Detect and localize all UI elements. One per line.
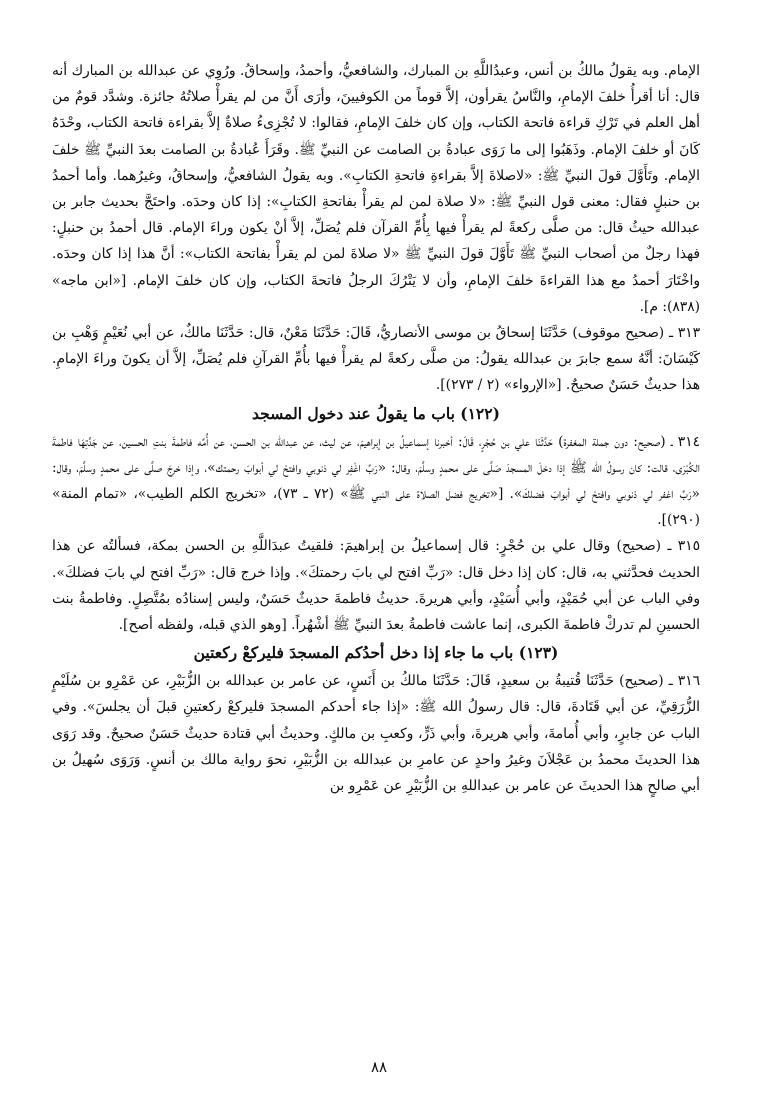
hadith-314: ٣١٤ ـ (صحيح: دون جملة المغفرة) حَدَّثَنَا علي بن حُجْرٍ، قَالَ: أخبرنا إسماعيلُ بن إبراهيمَ، عن ليث، عن عبدالله بن الحسن، عن أُمِّه فاطمةَ بنتِ الحسين، عن جَدَّتِهَا فاطمةَ الكُبْرَى، قالت: كان رسولُ الله ﷺ إذا دخلَ المسجدَ صَلَّى على محمدٍ وسلَّمَ، وقال: «رَبِّ اغْفِر لي ذنوبي وافتحْ لي أبوابَ رحمتك»، وإذا خرجَ صلَّى على محمدٍ وسلَّمَ، وقال: «رَبِّ اغفر لي ذنوبي وافتحْ لي أبوابَ فضلكَ». [«تخريج فضل الصلاة على النبي ﷺ» (٧٢ ـ ٧٣)، «تخريج الكلم الطيب»، «تمام المنة» (٢٩٠)].: [52, 433, 700, 529]
hadith-315: ٣١٥ ـ (صحيح) وقال علي بن حُجْرٍ: قال إسماعيلُ بن إبراهيمَ: فلقيتُ عبدَاللَّهِ بن الحسن بمكة، فسألتُه عن هذا الحديث فحدَّثني به، قال: كان إذا دخل قال: «رَبِّ افتح لي بابَ رحمتكَ». وإذا خرج قال: «رَبِّ افتح لي بابَ فضلكَ». وفي الباب عن أبي حُمَيْدٍ، وأبي أُسَيْدٍ، وأبي هريرةَ. حديثُ فاطمةَ حديثٌ حَسَنٌ، وليس إسنادُه بمُتَّصِلٍ. وفاطمةُ بنت الحسينِ لم تدركْ فاطمةَ الكبرى، إنما عاشت فاطمةُ بعدَ النبيِّ ﷺ أشْهُراً. [وهو الذي قبله، ولفظه أصح].: [52, 538, 700, 634]
text-body: [52, 58, 700, 799]
hadith-316: ٣١٦ ـ (صحيح) حَدَّثَنَا قُتيبةُ بن سعيدٍ، قَالَ: حَدَّثَنَا مالكُ بن أَنَسٍ، عن عامر بن عبدالله بن الزُّبَيْرِ، عن عَمْرِو بن سُلَيْمٍ الزُّرَقِيِّ، عن أبي قَتَادةَ، قال: قال رسولُ الله ﷺ: «إذا جاء أحدكم المسجدَ فليركعْ ركعتينِ قبلَ أن يجلسَ». وفي الباب عن جابرٍ، وأبي أُمامةَ، وأبي هريرةَ، وأبي ذَرٍّ، وكعبِ بن مالكٍ. وحديثُ أبي قتادة حديثٌ حَسَنٌ صحيحٌ. وقد رَوَى هذا الحديثَ محمدُ بن عَجْلاَنَ وغيرُ واحدٍ عن عامرِ بن عبدالله بن الزُّبَيْرِ، نحوَ رواية مالك بن أنسٍ. وَرَوَى سُهيلُ بن أبي صالحٍ هذا الحديثَ عن عامر بن عبداللهِ بن الزُّبَيْرِ عن عَمْرِو بن: [52, 673, 700, 795]
page-number: ٨٨: [370, 1058, 388, 1076]
chapter-heading-122: (١٢٢) باب ما يقولُ عند دخول المسجد: [252, 403, 500, 423]
paragraph-commentary: الإمام. وبه يقولُ مالكُ بن أنس، وعبدُاللَّهِ بن المبارك، والشافعيُّ، وأحمدُ، وإسحاقُ. ورُوِي عن عبدالله بن المبارك أنه قال: أنا أقرأُ خلفَ الإمامِ، والنَّاسُ يقرأون، إلاَّ قوماً من الكوفيينَ، وأرَى أَنَّ من لم يقرأْ صلاتُهُ جائزة. وشدَّد قومٌ من أهل العلم في تَرْكِ قراءة فاتحة الكتاب، وإن كان خلفَ الإمامِ، فقالوا: لا تُجْزِىءُ صلاةٌ إلاَّ بقراءة فاتحة الكتاب، وحْدَهُ كَانَ أو خلفَ الإمام. وذَهَبُوا إلى ما رَوَى عبادةُ بن الصامت عن النبيِّ ﷺ. وقَرَأَ عُبادةُ بن الصامت بعدَ النبيِّ ﷺ خلفَ الإمام. وتَأَوَّلَ قولَ النبيِّ ﷺ: «لاصلاةَ إلاَّ بقراءةِ فاتحةِ الكتابِ». وبه يقولُ الشافعيُّ، وإسحاقُ، وغيرُهما. وأما أحمدُ بن حنبلٍ فقال: معنى قول النبيِّ ﷺ: «لا صلاة لمن لم يقرأْ بفاتحةِ الكتابِ»: إذا كان وحدَه. واحتَجَّ بحديث جابر بن عبدالله حيثُ قال: من صلَّى ركعةً لم يقرأْ فيها بِأُمِّ القرآن فلم يُصَلِّ، إلاَّ أنْ يكون وراءَ الإمام. قال أحمدُ بن حنبلٍ: فهذا رجلٌ من أصحاب النبيِّ ﷺ تَأَوَّلَ قولَ النبيِّ ﷺ «لا صلاةَ لمن لم يقرأْ بفاتحة الكتاب»: أنَّ هذا إذا كان وحدَه. واخْتَارَ أحمدُ مع هذا القراءةَ خلفَ الإمامِ، وأن لا يَتْرُكَ الرجلُ فاتحةَ الكتاب، وإن كان خلفَ الإمام. [«ابن ماجه» (٨٣٨): م].: [52, 63, 700, 315]
chapter-heading-123: (١٢٣) باب ما جاء إذا دخل أحدُكم المسجدَ فليركعْ ركعتين: [193, 643, 559, 663]
hadith-313: ٣١٣ ـ (صحيح موقوف) حَدَّثَنَا إسحاقُ بن موسى الأنصاريُّ، قَالَ: حَدَّثَنَا مَعْنٌ، قال: حَدَّثَنَا مالكٌ، عن أبي نُعَيْمٍ وَهْبِ بن كَيْسَانَ: أنَّهُ سمع جابرَ بن عبدالله يقولُ: من صلَّى ركعةً لم يقرأْ فيها بأُمِّ القرآنِ فلم يُصَلِّ، إلاَّ أن يكونَ وراءَ الإمامِ. هذا حديثٌ حَسَنٌ صحيحٌ. [«الإرواء» (٢ / ٢٧٣)].: [52, 325, 700, 394]
